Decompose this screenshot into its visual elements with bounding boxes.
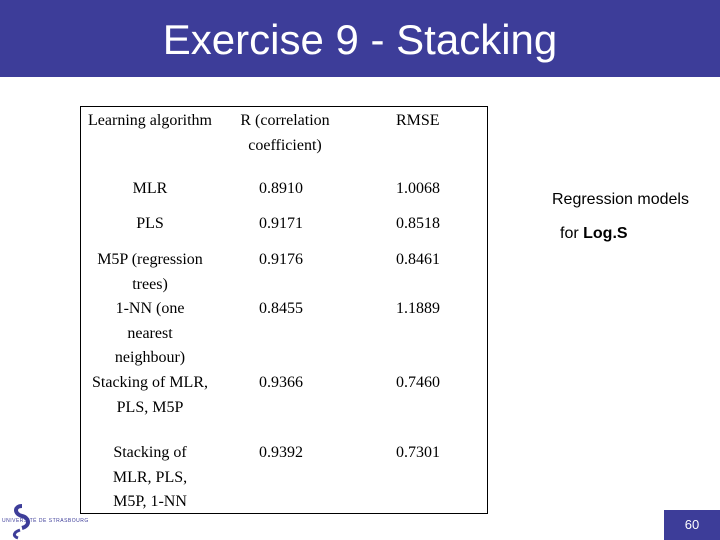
note-line-1: Regression models <box>552 191 689 208</box>
row-6-algorithm: Stacking of MLR, PLS, M5P, 1-NN <box>112 444 188 510</box>
header-algorithm <box>83 109 217 134</box>
row-4-rmse: 1.1889 <box>396 300 440 317</box>
row-1-rmse: 1.0068 <box>396 180 440 197</box>
row-1-algorithm: MLR <box>132 180 168 197</box>
note-line-2 <box>560 225 628 243</box>
row-6-r: 0.9392 <box>259 444 303 461</box>
page-number: 60 <box>664 510 720 540</box>
row-3-algorithm: M5P (regression trees) <box>97 251 203 293</box>
slide-title: Exercise 9 - Stacking <box>162 16 558 63</box>
note-prefix: for <box>560 225 584 242</box>
row-5-algorithm: Stacking of MLR, PLS, M5P <box>92 374 208 416</box>
university-logo-text: UNIVERSITÉ DE STRASBOURG <box>2 518 89 524</box>
row-5-rmse: 0.7460 <box>396 374 440 391</box>
row-2-rmse: 0.8518 <box>396 215 440 232</box>
header-r-label: R (correlation coefficient) <box>240 112 330 154</box>
row-6-rmse: 0.7301 <box>396 444 440 461</box>
row-5-r: 0.9366 <box>259 374 303 391</box>
row-2-algorithm: PLS <box>136 215 164 232</box>
note-compound: Log.S <box>583 225 628 242</box>
header-rmse: RMSE <box>396 112 440 129</box>
row-3-rmse: 0.8461 <box>396 251 440 268</box>
row-1-r: 0.8910 <box>259 180 303 197</box>
header-r <box>230 109 340 158</box>
row-4-algorithm: 1-NN (one nearest neighbour) <box>114 300 186 366</box>
row-3-r: 0.9176 <box>259 251 303 268</box>
header-algorithm-label: Learning algorithm <box>88 112 212 129</box>
row-2-r: 0.9171 <box>259 215 303 232</box>
row-4-r: 0.8455 <box>259 300 303 317</box>
